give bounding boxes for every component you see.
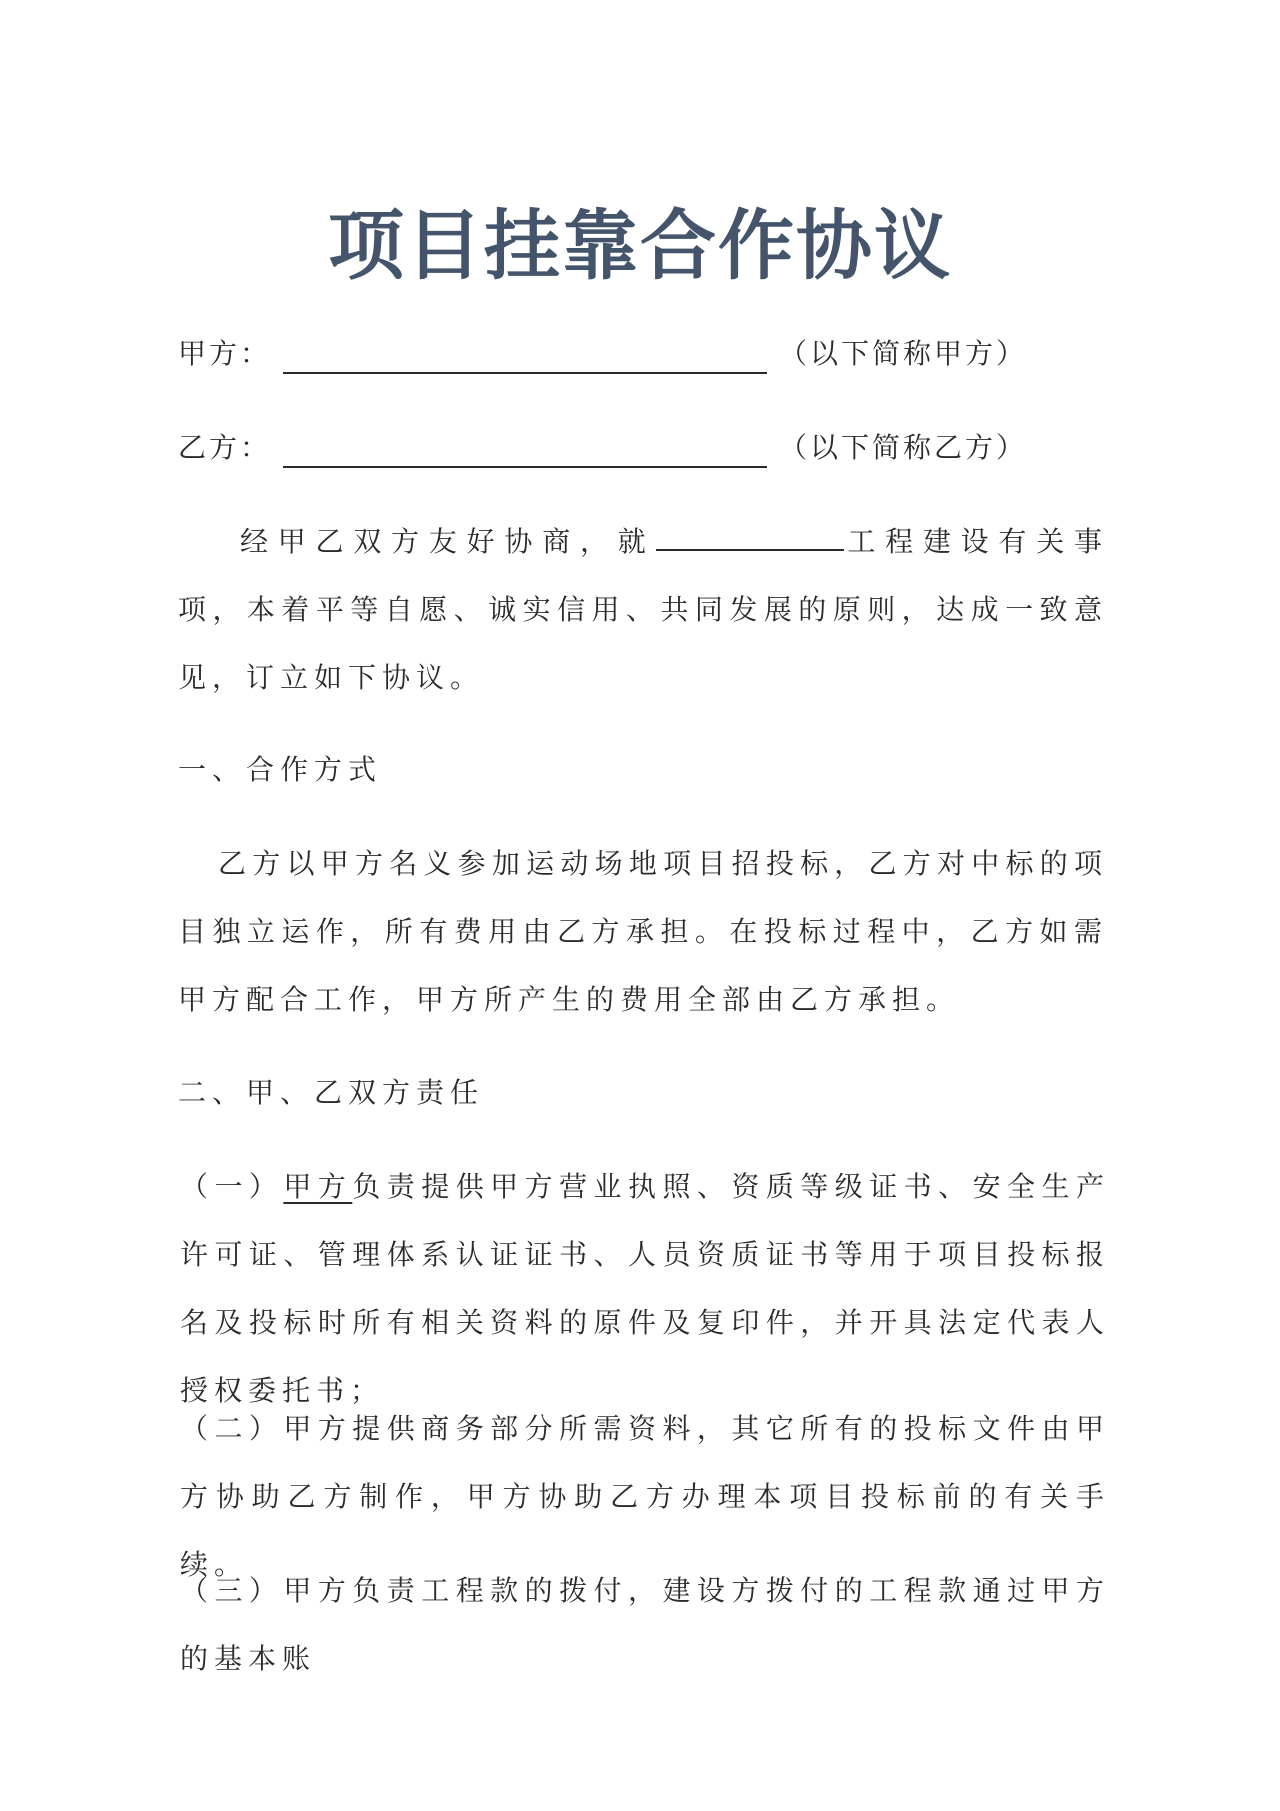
section2-item1 (180, 1153, 1110, 1425)
item1-underlined: 甲方 (283, 1170, 353, 1203)
party-a-line (178, 334, 1027, 374)
section2-heading: 二、甲、乙双方责任 (178, 1076, 485, 1109)
item1-prefix: （一） (180, 1170, 284, 1203)
section1-body: 乙方以甲方名义参加运动场地项目招投标，乙方对中标的项目独立运作，所有费用由乙方承担。在投标过程中，乙方如需甲方配合工作，甲方所产生的费用全部由乙方承担。 (178, 847, 1108, 1016)
party-b-label: 乙方： (178, 431, 272, 464)
item1-rest: 负责提供甲方营业执照、资质等级证书、安全生产许可证、管理体系认证证书、人员资质证书等用于项目投标报名及投标时所有相关资料的原件及复印件，并开具法定代表人授权委托书； (180, 1170, 1110, 1407)
intro-paragraph (178, 508, 1108, 712)
intro-after-blank: 工程建设有关事项，本着平等自愿、诚实信用、共同发展的原则，达成一致意见，订立如下协议。 (178, 525, 1108, 694)
project-name-blank (656, 519, 844, 551)
section2-item3: （三）甲方负责工程款的拨付，建设方拨付的工程款通过甲方的基本账 (180, 1574, 1110, 1675)
intro-before-blank: 经甲乙双方友好协商，就 (240, 525, 656, 558)
party-b-line (178, 428, 1027, 468)
party-a-label: 甲方： (178, 337, 272, 370)
party-a-suffix: （以下简称甲方） (779, 337, 1028, 370)
party-b-name-blank (283, 436, 767, 468)
document-title: 项目挂靠合作协议 (328, 201, 952, 290)
section2-item2: （二）甲方提供商务部分所需资料，其它所有的投标文件由甲方协助乙方制作，甲方协助乙方办理本项目投标前的有关手续。 (180, 1412, 1110, 1581)
party-a-name-blank (283, 342, 767, 374)
section1-heading: 一、合作方式 (178, 753, 383, 786)
party-b-suffix: （以下简称乙方） (779, 431, 1028, 464)
